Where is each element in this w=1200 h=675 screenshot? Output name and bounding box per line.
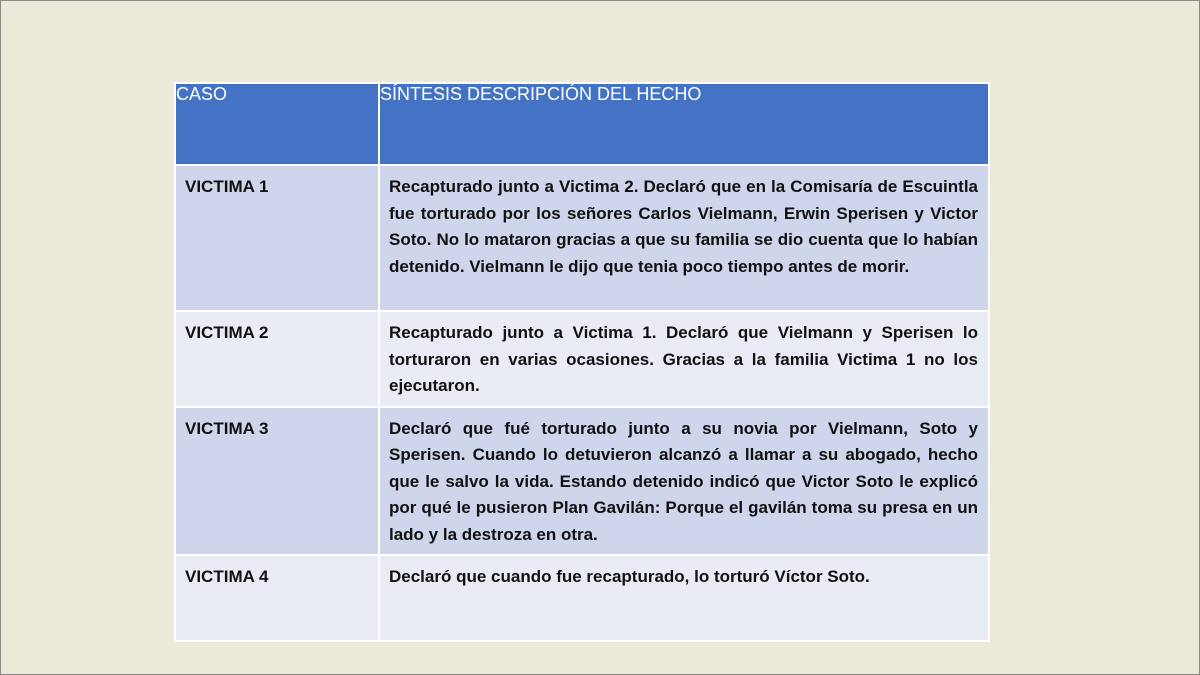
header-caso: CASO [175,83,379,165]
description-cell: Declaró que cuando fue recapturado, lo torturó Víctor Soto. [379,555,989,641]
header-sintesis: SÍNTESIS DESCRIPCIÓN DEL HECHO [379,83,989,165]
table-row [175,165,989,311]
table-header-row [175,83,989,165]
case-cell: VICTIMA 3 [175,407,379,556]
description-cell: Declaró que fué torturado junto a su novia por Vielmann, Soto y Sperisen. Cuando lo detuvieron alcanzó a llamar a su abogado, hecho que le salvo la vida. Estando detenido indicó que Victor Soto le explicó por qué le pusieron Plan Gavilán: Porque el gavilán toma su presa en un lado y la destroza en otra. [379,407,989,556]
case-cell: VICTIMA 1 [175,165,379,311]
table-row [175,555,989,641]
table-row [175,407,989,556]
cases-table [174,82,990,642]
description-cell: Recapturado junto a Victima 2. Declaró que en la Comisaría de Escuintla fue torturado por los señores Carlos Vielmann, Erwin Sperisen y Victor Soto. No lo mataron gracias a que su familia se dio cuenta que lo habían detenido. Vielmann le dijo que tenia poco tiempo antes de morir. [379,165,989,311]
case-cell: VICTIMA 4 [175,555,379,641]
table-row [175,311,989,407]
description-cell: Recapturado junto a Victima 1. Declaró que Vielmann y Sperisen lo torturaron en varias ocasiones. Gracias a la familia Victima 1 no los ejecutaron. [379,311,989,407]
case-cell: VICTIMA 2 [175,311,379,407]
